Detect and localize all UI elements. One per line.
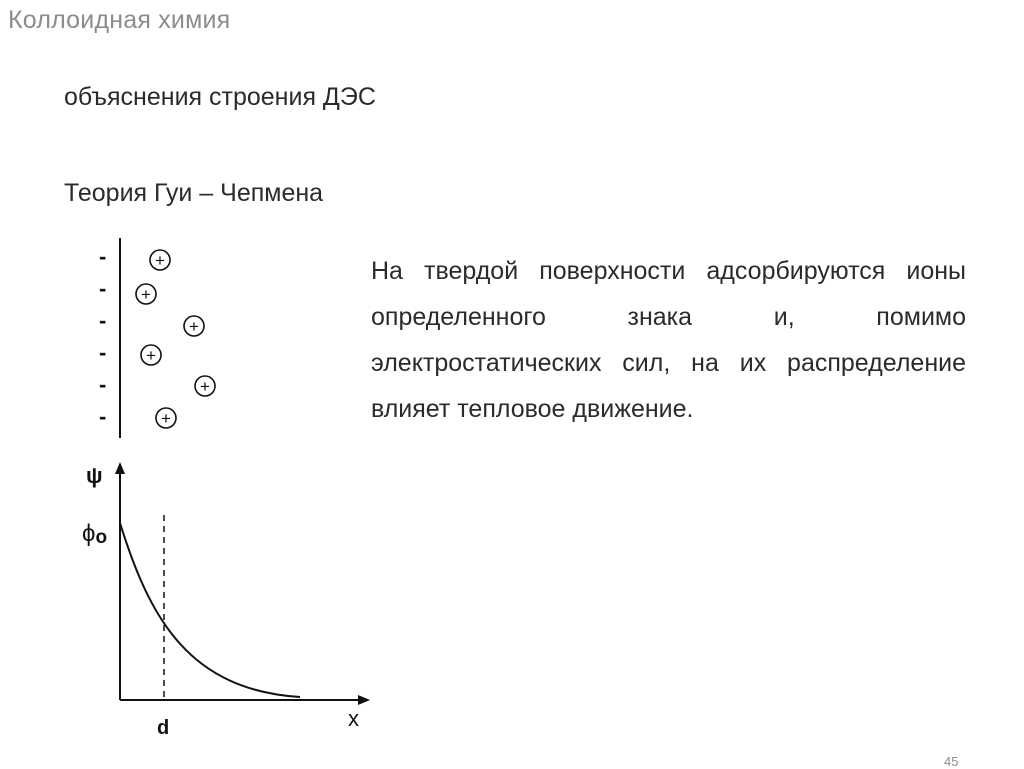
plus-sign: + xyxy=(200,377,210,396)
phi-symbol: ϕ xyxy=(82,520,96,547)
potential-curve xyxy=(120,523,300,697)
counter-ion xyxy=(184,316,204,336)
slide-number: 45 xyxy=(944,754,959,769)
plus-sign: + xyxy=(141,285,151,304)
minus-sign: - xyxy=(99,244,107,269)
plus-sign: + xyxy=(189,317,199,336)
minus-sign: - xyxy=(99,372,107,397)
counter-ion xyxy=(141,345,161,365)
minus-sign: - xyxy=(99,340,107,365)
minus-sign: - xyxy=(99,308,107,333)
plus-sign: + xyxy=(161,409,171,428)
y-axis-label: ψ xyxy=(86,463,103,488)
distance-marker-label: d xyxy=(157,717,170,739)
phi-subscript: o xyxy=(95,527,108,548)
counter-ion xyxy=(156,408,176,428)
theory-title: Теория Гуи – Чепмена xyxy=(64,179,324,207)
minus-sign: - xyxy=(99,276,107,301)
slide-subtitle: объяснения строения ДЭС xyxy=(64,83,376,111)
presentation-title: Коллоидная химия xyxy=(8,6,231,34)
x-axis-label: x xyxy=(348,706,359,731)
counter-ions xyxy=(136,250,215,428)
counter-ion xyxy=(150,250,170,270)
surface-charges xyxy=(99,244,106,429)
counter-ion xyxy=(136,284,156,304)
plus-sign: + xyxy=(146,346,156,365)
counter-ion xyxy=(195,376,215,396)
plus-sign: + xyxy=(155,251,165,270)
y-intercept-label xyxy=(82,520,107,548)
minus-sign: - xyxy=(99,404,107,429)
description-paragraph: На твердой поверхности адсорбируются ионы определенного знака и, помимо электростатических сил, на их распределение влияет тепловое движение. xyxy=(371,257,966,423)
